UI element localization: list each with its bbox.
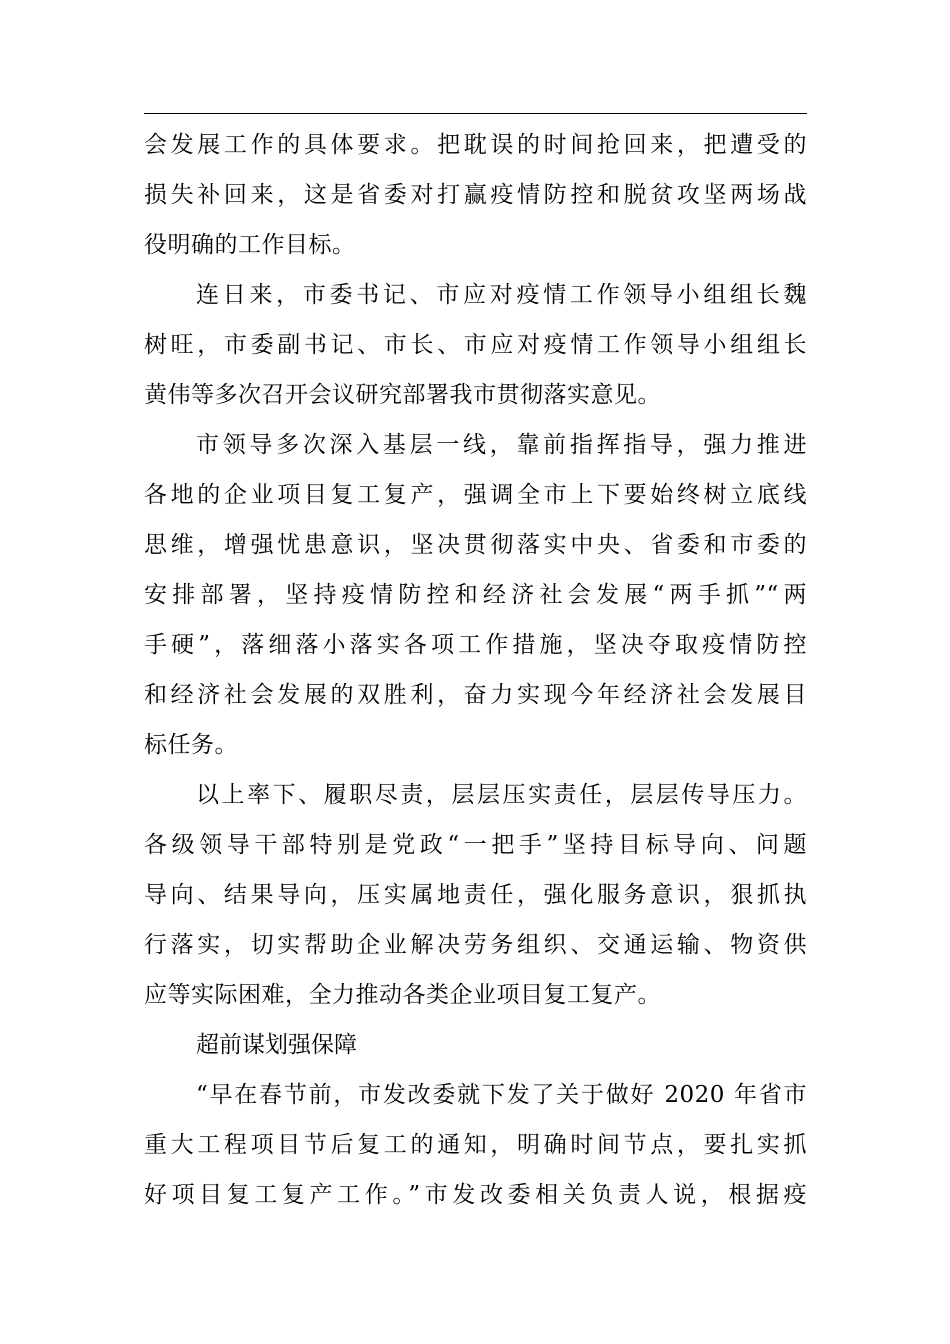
text-line: 以上率下、履职尽责，层层压实责任，层层传导压力。	[196, 782, 807, 808]
text-line: 好项目复工复产工作。”市发改委相关负责人说，根据疫	[144, 1182, 807, 1208]
text-line: 会发展工作的具体要求。把耽误的时间抢回来，把遭受的	[144, 132, 807, 158]
text-line: 重大工程项目节后复工的通知，明确时间节点，要扎实抓	[144, 1132, 807, 1158]
header-rule	[144, 113, 807, 114]
text-line: 连日来，市委书记、市应对疫情工作领导小组组长魏	[196, 282, 807, 308]
text-line: 各级领导干部特别是党政“一把手”坚持目标导向、问题	[144, 832, 807, 858]
text-line: 役明确的工作目标。	[144, 232, 356, 258]
text-line: 应等实际困难，全力推动各类企业项目复工复产。	[144, 982, 661, 1008]
text-line: 和经济社会发展的双胜利，奋力实现今年经济社会发展目	[144, 682, 807, 708]
text-line: 安排部署，坚持疫情防控和经济社会发展“两手抓”“两	[144, 582, 807, 608]
text-line: 黄伟等多次召开会议研究部署我市贯彻落实意见。	[144, 382, 661, 408]
section-heading: 超前谋划强保障	[196, 1032, 357, 1058]
text-line: 思维，增强忧患意识，坚决贯彻落实中央、省委和市委的	[144, 532, 807, 558]
text-line: 各地的企业项目复工复产，强调全市上下要始终树立底线	[144, 482, 807, 508]
text-line: 损失补回来，这是省委对打赢疫情防控和脱贫攻坚两场战	[144, 182, 807, 208]
text-line: 标任务。	[144, 732, 238, 758]
text-line: 导向、结果导向，压实属地责任，强化服务意识，狠抓执	[144, 882, 807, 908]
text-line: 树旺，市委副书记、市长、市应对疫情工作领导小组组长	[144, 332, 807, 358]
text-line: “早在春节前，市发改委就下发了关于做好 2020 年省市	[196, 1082, 807, 1108]
text-line: 手硬”，落细落小落实各项工作措施，坚决夺取疫情防控	[144, 632, 807, 658]
text-line: 市领导多次深入基层一线，靠前指挥指导，强力推进	[196, 432, 807, 458]
text-line: 行落实，切实帮助企业解决劳务组织、交通运输、物资供	[144, 932, 807, 958]
